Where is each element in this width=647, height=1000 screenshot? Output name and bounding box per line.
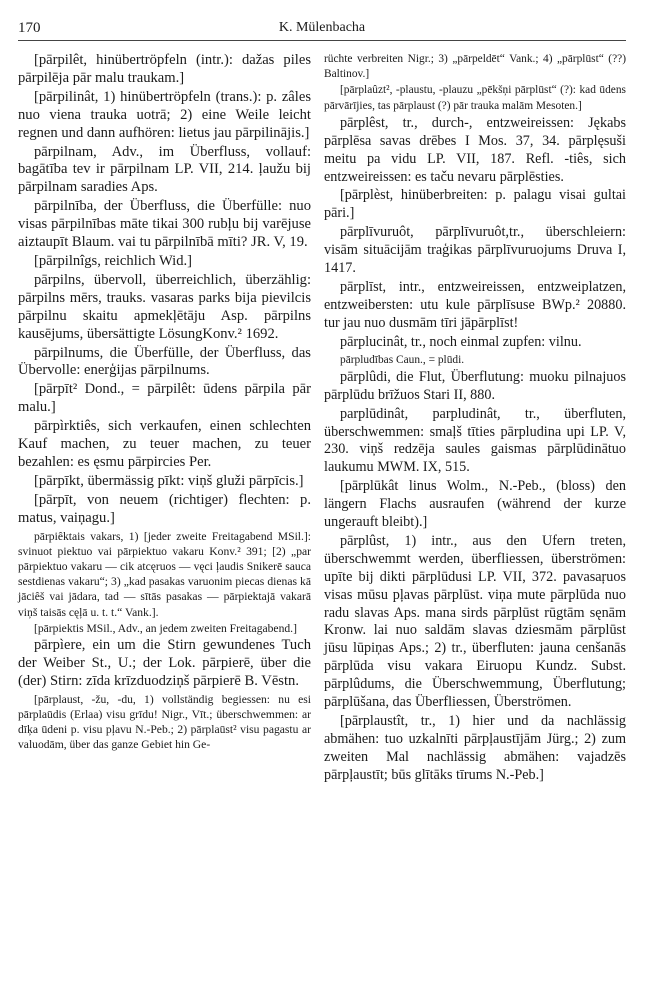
dictionary-entry: pārpilns, übervoll, überreichlich, überzählig: pārpilns mērs, trauks. vasaras parks bija pievilcis pārpilnu skaitu apmekļētāju Asp. pārpilns kausējums, übersättigte LösungKonv.² 1692. [18, 271, 311, 342]
dictionary-entry: [pārpilêt, hinübertröpfeln (intr.): dažas piles pārpilēja pār malu traukam.] [18, 52, 311, 86]
dictionary-entry: pārplûst, 1) intr., aus den Ufern treten, überschwemmt werden, überfliessen, überströmen: upīte bij dikti pārplūdusi LP. VII, 372. pavasaŗuos visas mūsu pļavas pārplūst. viņa mute pārplūda nuo radu slavas Aps. mana sirds pārplūst rūgtām sęnām Kronw. lai nuo saldām slavas dziesmām pārplūst jūsu lūpiņas Aps.; 2) tr., überfluten: jauna cenšanās pārplūda visu vakara Eiruopu Kundz. Subst. pārplûdums, die Überschwemmung, Überflutung; pārplūšana, das Überfliessen, Überströmen. [324, 532, 626, 711]
dictionary-entry: pārpìere, ein um die Stirn gewundenes Tuch der Weiber St., U.; der Lok. pārpierē, über die (der) Stirn: zīda krīzduodziņš pārpierē B. Vēstn. [18, 636, 311, 689]
dictionary-entry: pārplucinât, tr., noch einmal zupfen: vilnu. [340, 333, 582, 350]
dictionary-entry: pārplêst, tr., durch-, entzweireissen: Jękabs pārplēsa savas drēbes I Mos. 37, 34. pārplęsuši meitu pa vidu LP. VII, 187. Refl. -tiês, sich entzweireissen: es taču nevaru pārplēsties. [324, 114, 626, 185]
dictionary-entry: [pārpīt, von neuem (richtiger) flechten: p. matus, vaiņagu.] [18, 491, 311, 526]
page-header [18, 18, 626, 41]
dictionary-entry: [pārplèst, hinüberbreiten: p. palagu visai gultai pāri.] [324, 187, 626, 222]
dictionary-entry: [pārpīkt, übermässig pīkt: viņš gluži pārpīcis.] [34, 472, 304, 489]
dictionary-entry: pārpilnums, die Überfülle, der Überfluss, das Übervolle: enerģijas pārpilnums. [18, 344, 311, 379]
dictionary-entry: [pārplaust, -žu, -du, 1) vollständig begiessen: nu esi pārplaūdis (Erlaa) visu grīdu! Nigr., Vīt.; überschwemmen: ar dīķa ūdeni p. visu pļavu N.-Peb.; 2) pārplaūst² visu pagastu ar valuodām, über das ganze Gebiet hin Ge- [18, 692, 311, 752]
dictionary-entry: pārplīst, intr., entzweireissen, entzweiplatzen, entzweibersten: utu kule pārplīsuse BWp.² 20880. tur jau nuo dusmām tīri jāpārplīst! [324, 278, 626, 331]
dictionary-entry: [pārpīt² Dond., = pārpilêt: ūdens pārpila pār malu.] [18, 381, 311, 416]
dictionary-entry: pārpilnam, Adv., im Überfluss, vollauf: bagātība tev ir pārpilnam LP. VII, 214. ļaužu bij pārpilnam saradies Aps. [18, 143, 311, 196]
dictionary-entry: [pārplūkât linus Wolm., N.-Peb., (bloss) den längern Flachs ausraufen (während der kurze ungerauft bleibt).] [324, 478, 626, 531]
dictionary-entry: [pārpilnîgs, reichlich Wid.] [34, 252, 193, 269]
dictionary-entry: pārpilnība, der Überfluss, die Überfülle: nuo visas pārpilnības māte tikai 300 rubļu bij varējuse aiztaupīt Blaum. vai tu pārpilnībā mīti? JR. V, 19. [18, 198, 311, 251]
right-column [324, 52, 626, 786]
running-title: K. Mülenbacha [278, 20, 366, 35]
dictionary-entry: pārplûdi, die Flut, Überflutung: muoku pilnajuos pārplūdu brīžuos Stari II, 880. [324, 368, 626, 403]
dictionary-entry: rüchte verbreiten Nigr.; 3) „pārpeldēt“ Vank.; 4) „pārplūst“ (??) Baltinov.] [324, 53, 626, 81]
dictionary-entry: pārpìrktiês, sich verkaufen, einen schlechten Kauf machen, zu teuer machen, zu teuer bezahlen: es ęsmu pārpircies Per. [18, 418, 311, 470]
dictionary-entry: [pārplaustît, tr., 1) hier und da nachlässig abmähen: tuo uzkalnīti pārpļaustījām Jürg.; 2) zum zweiten Mal nachlässig abmähen: vajadzēs pārpļaustīt; būs glītāks tīrums N.-Peb.] [324, 713, 626, 783]
left-column [18, 52, 311, 754]
page-number: 170 [18, 20, 41, 36]
dictionary-entry: [pārplaûzt², -plaustu, -plauzu „pēkšņi pārplūst“ (?): kad ūdens pārvārījies, tas pārplaust (?) pār trauka malām Mesoten.] [324, 84, 626, 112]
dictionary-entry: [pārpilinât, 1) hinübertröpfeln (trans.): p. zâles nuo viena trauka uotrā; 2) eine Weile leicht regnen und dann aufhören: lietus jau pārpilinājis.] [18, 88, 311, 141]
dictionary-entry: parplūdinât, parpludinât, tr., überfluten, überschwemmen: smaļš tīties pārpludina upi LP. V, 230. viņš redzēja saules gaismas pārplūdinātuo laukumu MWM. IX, 515. [324, 405, 626, 476]
dictionary-entry: pārplīvuruôt, pārplīvuruôt,tr., überschleiern: visām situācijām traģikas pārplīvuruojums Druva I, 1417. [324, 224, 626, 277]
dictionary-entry: [pārpiektis MSil., Adv., an jedem zweiten Freitagabend.] [34, 621, 297, 635]
dictionary-entry: pārpludības Caun., = plūdi. [340, 353, 465, 366]
dictionary-entry: pārpiêktais vakars, 1) [jeder zweite Freitagabend MSil.]: svinuot piektuo vai pārpiektuo vakaru Konv.² 391; [2) „par pārpiektuo vakaru — cik atcęruos — vęci ļaudis Snikerē sauca sestdienas vakaru“; 3) „kad pasakas varuonim piecas dienas kā jāciêš vai jādara, tad — sītās pasakas — pārpiektajā vakarā viņš taisās cęļā u. t. t.“ Vank.]. [18, 529, 311, 619]
